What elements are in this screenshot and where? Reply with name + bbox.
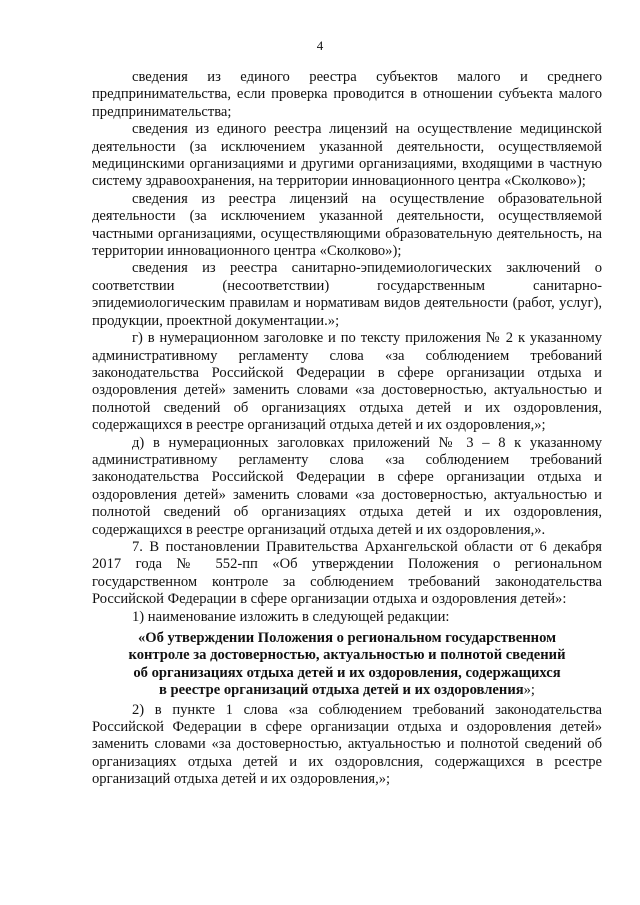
title-line: контроле за достоверностью, актуальностью и полнотой сведений [128,647,566,664]
paragraph-education-licenses: сведения из реестра лицензий на осуществление образовательной деятельности (за исключением указанной деятельности, осуществляемой частными организациями, осуществляющими образовательную деятельность, на территории инновационного центра «Сколково»); [92,190,602,260]
paragraph-item-d: д) в нумерационных заголовках приложений № 3 – 8 к указанному административному регламенту слова «за соблюдением требований законодательства Российской Федерации в сфере организации отдыха и оздоровления детей» заменить словами «за достоверностью, актуальностью и полнотой сведений об организациях отдыха детей и их оздоровления, содержащихся в реестре организаций отдыха детей и их оздоровления,». [92,434,602,538]
paragraph-item-2: 2) в пункте 1 слова «за соблюдением требований законодательства Российской Федерации в сфере организации отдыха и оздоровления детей» заменить словами «за достоверностью, актуальностью и полнотой сведений об организациях отдыха детей и их оздоровлсния, содержащихся в рсестре организаций отдыха детей и их оздоровления,»; [92,701,602,788]
paragraph-medical-licenses: сведения из единого реестра лицензий на осуществление медицинской деятельности (за исключением указанной деятельности, осуществляемой медицинскими организациями и другими организациями, входящими в частную систему здравоохранения, на территории инновационного центра «Сколково»); [92,121,602,190]
page-number: 4 [316,38,324,53]
paragraph-item-1: 1) наименование изложить в следующей редакции: [132,608,450,625]
paragraph-smb-registry: сведения из единого реестра субъектов малого и среднего предпринимательства, если проверка проводится в отношении субъекта малого предпринимательства; [92,69,602,120]
title-line-last [92,682,602,699]
regulation-title [92,630,602,700]
title-line: «Об утверждении Положения о региональном государственном [137,630,557,646]
paragraph-sanitary-conclusions: сведения из реестра санитарно-эпидемиологических заключений о соответствии (несоответствии) государственным санитарно-эпидемиологическим правилам и нормативам видов деятельности (работ, услуг), продукции, проектной документации.»; [92,260,602,329]
paragraph-item-g: г) в нумерационном заголовке и по тексту приложения № 2 к указанному административному регламенту слова «за соблюдением требований законодательства Российской Федерации в сфере организации отдыха и оздоровления детей» заменить словами «за достоверностью, актуальностью и полнотой сведений об организациях отдыха детей и их оздоровления, содержащихся в реестре организаций отдыха детей и их оздоровления,»; [92,330,602,434]
title-line-text: в реестре организаций отдыха детей и их оздоровления [159,682,524,699]
paragraph-section-7: 7. В постановлении Правительства Архангельской области от 6 декабря 2017 года № 552-пп «Об утверждении Положения о региональном государственном контроле за соблюдением требований законодательства Российской Федерации в сфере организации отдыха и оздоровления детей»: [92,538,602,608]
title-line: об организациях отдыха детей и их оздоровления, содержащихся [133,664,561,681]
title-closing-mark: »; [523,682,535,699]
document-body [92,69,602,789]
